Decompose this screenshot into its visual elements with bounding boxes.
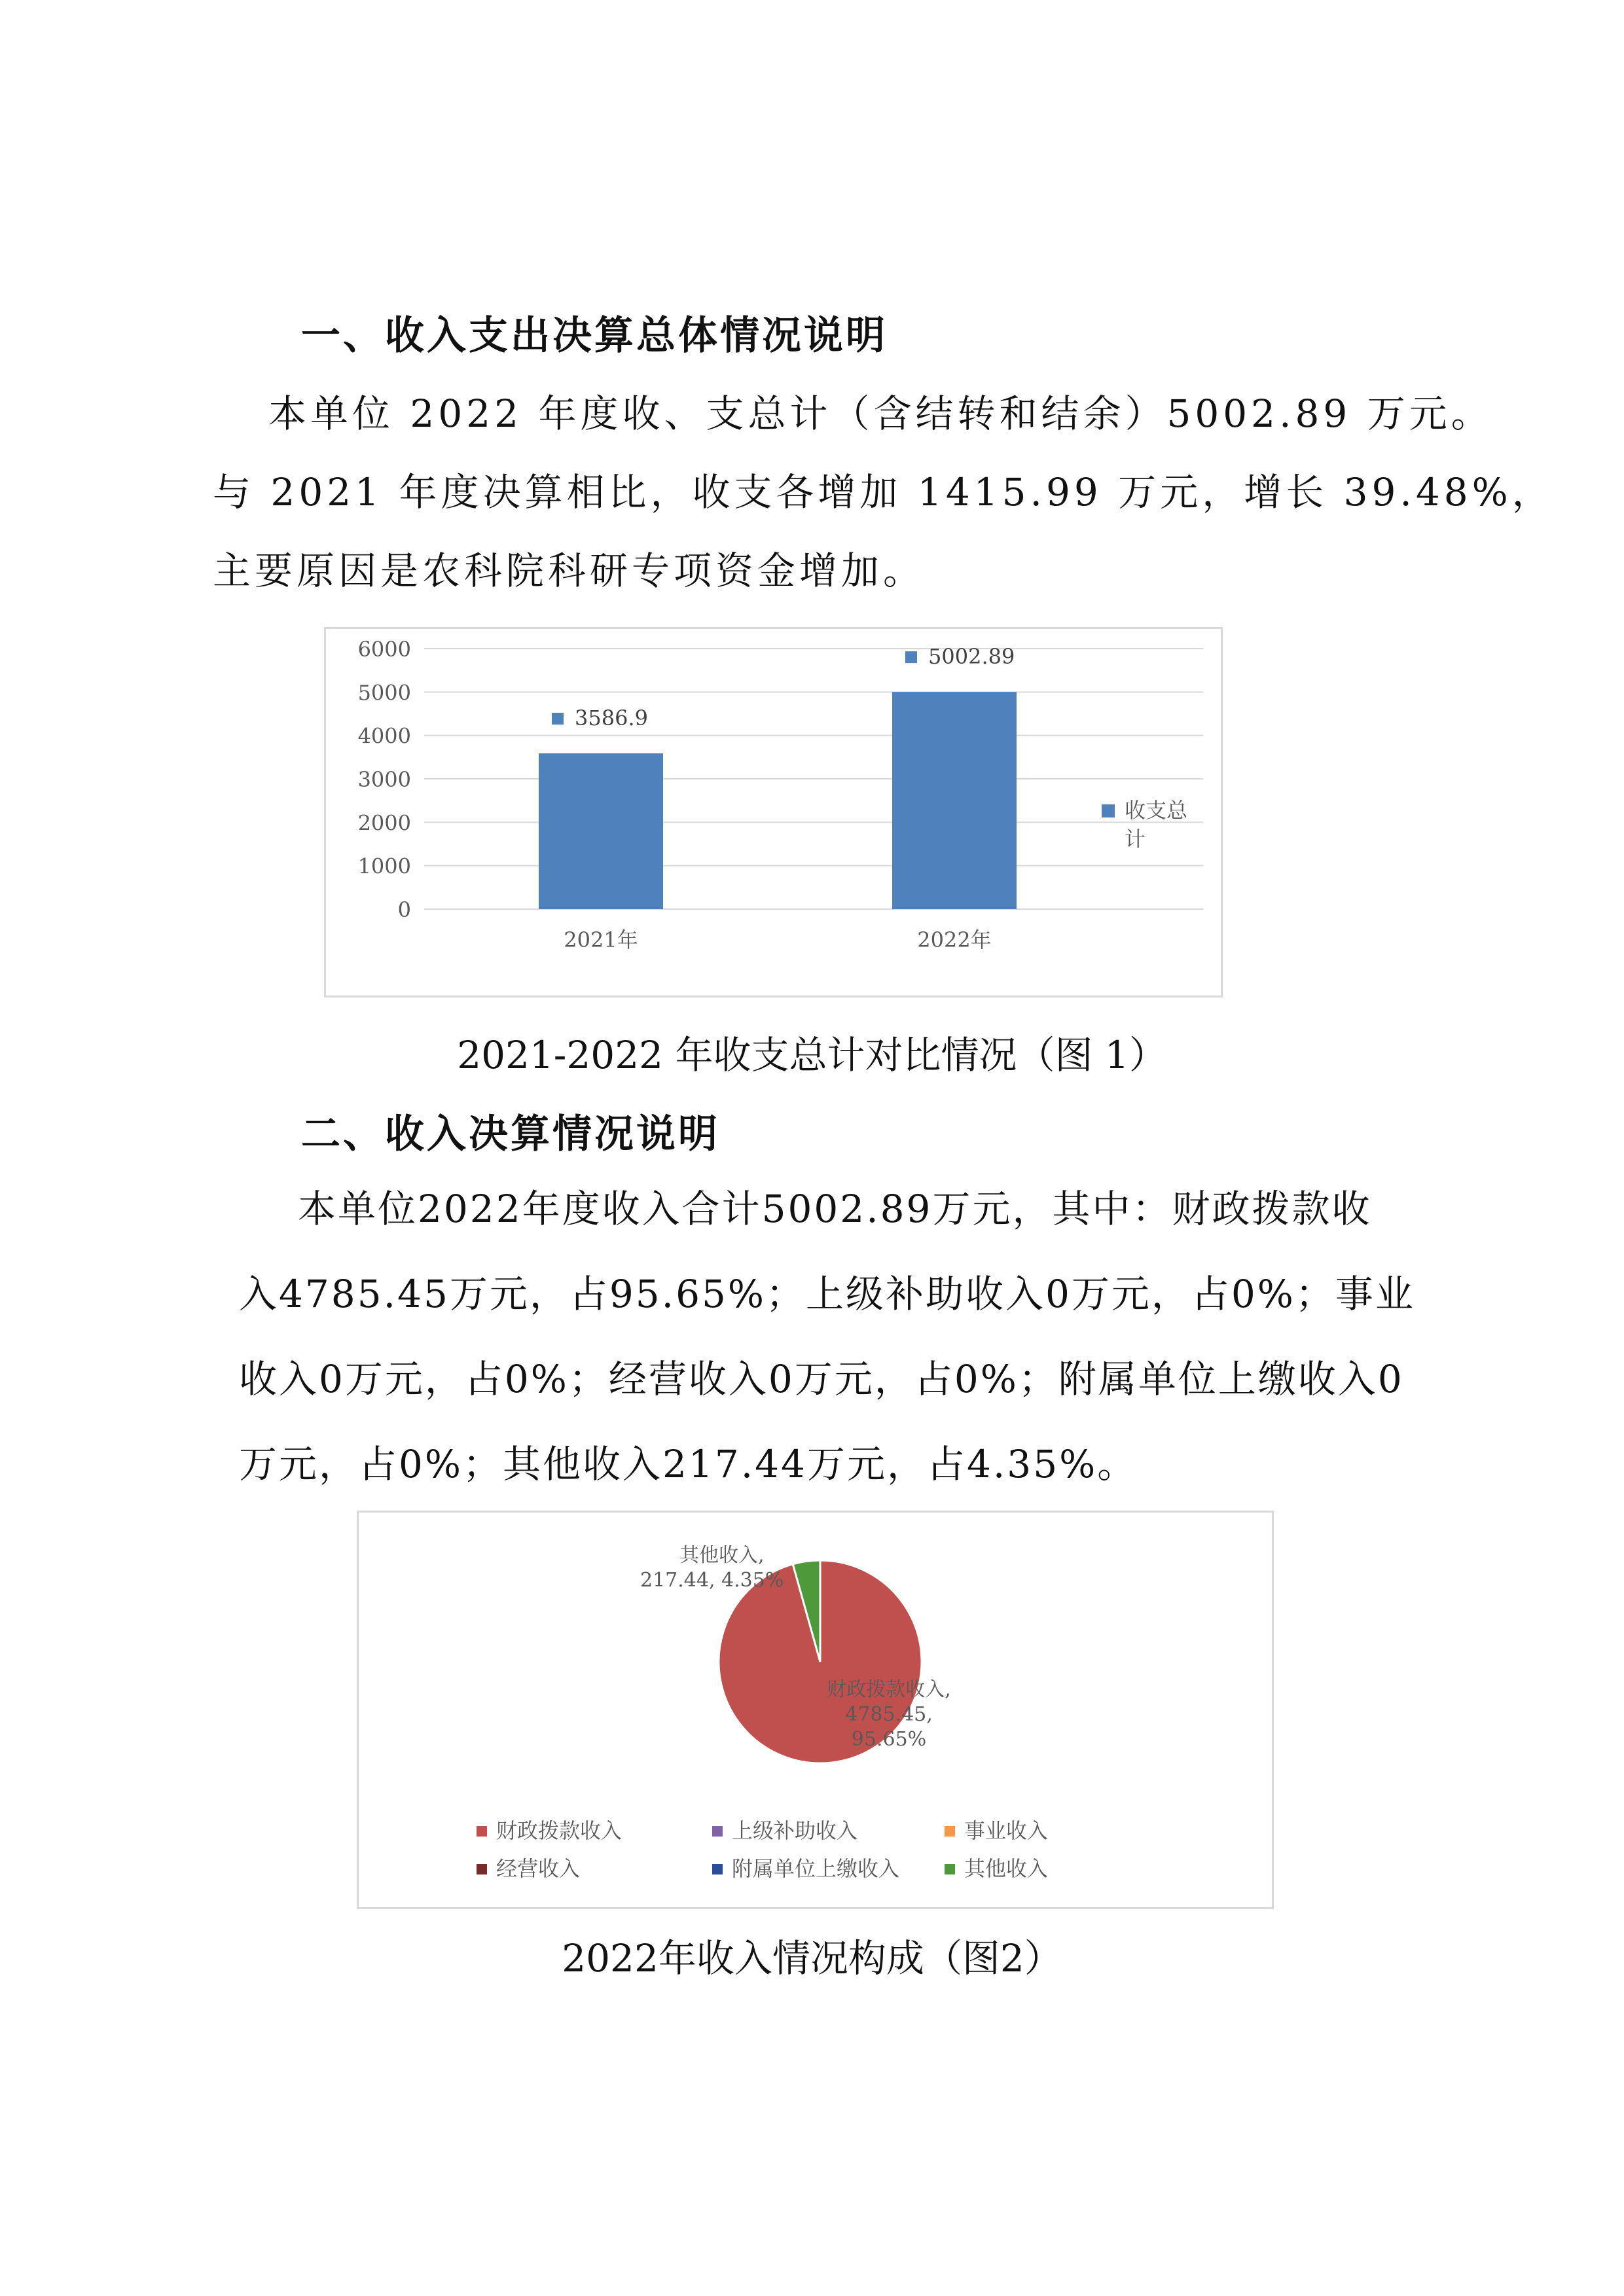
data-label-marker	[552, 713, 564, 725]
legend-swatch	[712, 1826, 723, 1837]
legend-label: 收支总	[1125, 798, 1188, 823]
y-tick-label: 3000	[357, 767, 411, 792]
section1-para-line: 主要原因是农科院科研专项资金增加。	[213, 548, 926, 593]
section2-heading: 二、收入决算情况说明	[301, 1111, 720, 1157]
bar	[539, 753, 663, 909]
section1-heading: 一、收入支出决算总体情况说明	[301, 313, 888, 359]
y-tick-label: 4000	[357, 723, 411, 749]
slice-label: 其他收入,	[679, 1544, 765, 1567]
legend-swatch	[477, 1864, 487, 1874]
legend-swatch	[712, 1864, 723, 1874]
legend-swatch	[1102, 804, 1115, 817]
legend-swatch	[945, 1864, 955, 1874]
y-tick-label: 2000	[357, 810, 411, 836]
data-label: 3586.9	[575, 706, 648, 731]
x-tick-label: 2022年	[917, 927, 992, 952]
legend-label: 财政拨款收入	[496, 1818, 623, 1843]
figure1-caption: 2021-2022 年收支总计对比情况（图 1）	[457, 1033, 1167, 1077]
legend-label: 经营收入	[496, 1856, 581, 1881]
legend-swatch	[945, 1826, 955, 1837]
section2-para-line: 万元，占0%；其他收入217.44万元，占4.35%。	[239, 1442, 1138, 1486]
legend-label: 附属单位上缴收入	[732, 1856, 900, 1881]
legend-label: 其他收入	[964, 1856, 1049, 1881]
slice-label: 95.65%	[851, 1728, 927, 1751]
section1-para-line: 与 2021 年度决算相比，收支各增加 1415.99 万元，增长 39.48%，	[213, 470, 1554, 514]
y-tick-label: 6000	[357, 637, 411, 662]
section2-para-line: 入4785.45万元，占95.65%；上级补助收入0万元，占0%；事业	[239, 1272, 1415, 1316]
x-tick-label: 2021年	[564, 927, 638, 952]
y-tick-label: 1000	[357, 853, 411, 879]
slice-label: 217.44, 4.35%	[640, 1569, 784, 1592]
bar	[892, 692, 1017, 909]
legend-label: 上级补助收入	[732, 1818, 858, 1843]
y-tick-label: 0	[397, 897, 411, 922]
data-label: 5002.89	[928, 644, 1015, 670]
legend-swatch	[477, 1826, 487, 1837]
data-label-marker	[905, 651, 917, 663]
figure2-caption: 2022年收入情况构成（图2）	[562, 1936, 1062, 1981]
legend-label: 计	[1125, 827, 1146, 852]
section2-para-line: 本单位2022年度收入合计5002.89万元，其中：财政拨款收	[298, 1187, 1372, 1231]
slice-label: 财政拨款收入,	[827, 1678, 951, 1701]
y-tick-label: 5000	[357, 680, 411, 706]
income-composition-pie-chart	[357, 1511, 1274, 1909]
section2-para-line: 收入0万元，占0%；经营收入0万元，占0%；附属单位上缴收入0	[239, 1357, 1404, 1401]
legend-label: 事业收入	[964, 1818, 1049, 1843]
income-expense-bar-chart	[324, 627, 1223, 997]
slice-label: 4785.45,	[845, 1703, 933, 1726]
section1-para-line: 本单位 2022 年度收、支总计（含结转和结余）5002.89 万元。	[268, 391, 1493, 436]
